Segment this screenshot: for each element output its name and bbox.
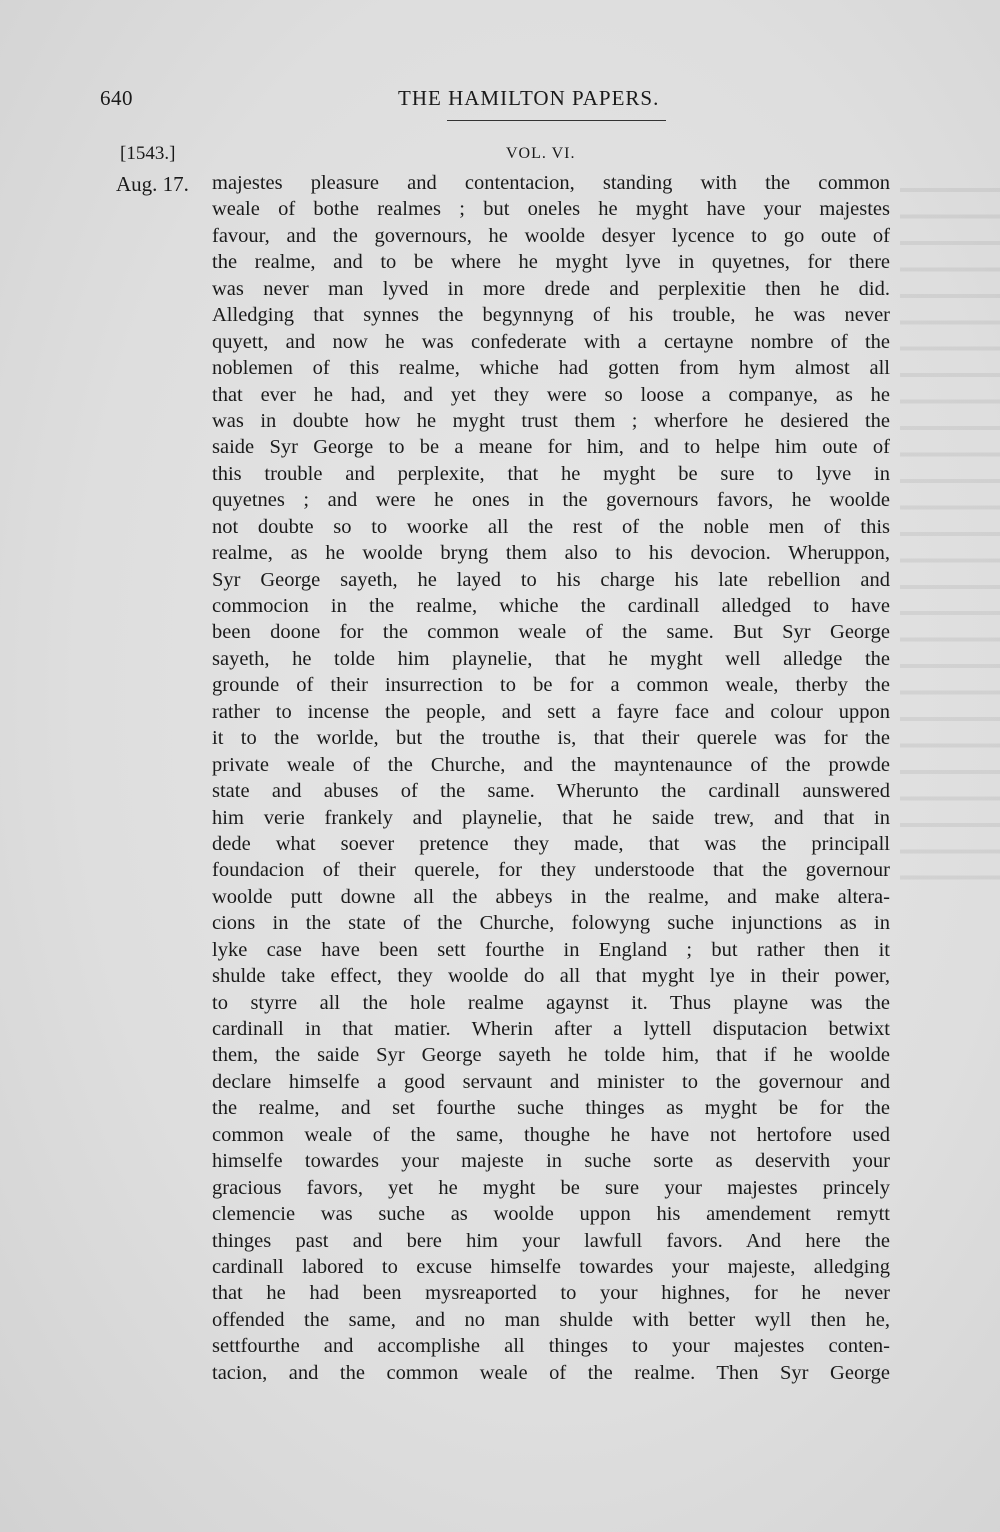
text-line: quyett, and now he was confederate with a certayne nombre of the xyxy=(212,330,890,353)
text-line: quyetnes ; and were he ones in the governours favors, he woolde xyxy=(212,489,890,512)
margin-date: Aug. 17. xyxy=(116,172,189,196)
text-line: dede what soever pretence they made, that was the principall xyxy=(212,832,890,855)
head-rule xyxy=(447,120,666,121)
text-line: him verie frankely and playnelie, that he saide trew, and that in xyxy=(212,806,890,829)
text-line: the realme, and set fourthe suche thinges as myght be for the xyxy=(212,1097,890,1120)
body-text xyxy=(212,170,890,1386)
text-line: woolde putt downe all the abbeys in the realme, and make altera- xyxy=(212,885,890,908)
text-line: noblemen of this realme, whiche had gotten from hym almost all xyxy=(212,357,890,380)
text-line: lyke case have been sett fourthe in England ; but rather then it xyxy=(212,938,890,961)
text-line: shulde take effect, they woolde do all that myght lye in their power, xyxy=(212,965,890,988)
text-line: cardinall in that matier. Wherin after a lyttell disputacion betwixt xyxy=(212,1018,890,1040)
text-line: that ever he had, and yet they were so loose a companye, as he xyxy=(212,383,890,406)
text-line: cardinall labored to excuse himselfe towardes your majeste, alledging xyxy=(212,1255,890,1278)
text-line: Syr George sayeth, he layed to his charge his late rebellion and xyxy=(212,568,890,591)
show-through-text xyxy=(900,170,1000,890)
text-line: commocion in the realme, whiche the cardinall alledged to have xyxy=(212,595,890,617)
year-marker: [1543.] xyxy=(120,143,176,164)
text-line: settfourthe and accomplishe all thinges to your majestes conten- xyxy=(212,1335,890,1358)
text-line: tacion, and the common weale of the realme. Then Syr George xyxy=(212,1361,890,1384)
text-line: foundacion of their querele, for they understoode that the governour xyxy=(212,859,890,882)
text-line: was never man lyved in more drede and perplexitie then he did. xyxy=(212,277,890,300)
text-line: it to the worlde, but the trouthe is, that their querele was for the xyxy=(212,727,890,750)
text-line: private weale of the Churche, and the mayntenaunce of the prowde xyxy=(212,753,890,776)
text-line: offended the same, and no man shulde with better wyll then he, xyxy=(212,1308,890,1331)
text-line: favour, and the governours, he woolde desyer lycence to go oute of xyxy=(212,224,890,247)
text-line: sayeth, he tolde him playnelie, that he myght well alledge the xyxy=(212,647,890,670)
text-line: thinges past and bere him your lawfull favors. And here the xyxy=(212,1229,890,1252)
text-line: himselfe towardes your majeste in suche sorte as deservith your xyxy=(212,1150,890,1173)
text-line: gracious favors, yet he myght be sure your majestes princely xyxy=(212,1176,890,1199)
volume-label: VOL. VI. xyxy=(506,145,576,162)
running-head: THE HAMILTON PAPERS. xyxy=(398,86,660,110)
text-line: rather to incense the people, and sett a fayre face and colour uppon xyxy=(212,700,890,723)
text-line: grounde of their insurrection to be for a common weale, therby the xyxy=(212,674,890,697)
text-line: was in doubte how he myght trust them ; wherfore he desiered the xyxy=(212,409,890,432)
text-line: common weale of the same, thoughe he have not hertofore used xyxy=(212,1123,890,1146)
text-line: not doubte so to woorke all the rest of the noble men of this xyxy=(212,515,890,538)
text-line: declare himselfe a good servaunt and minister to the governour and xyxy=(212,1070,890,1093)
text-line: that he had been mysreaported to your highnes, for he never xyxy=(212,1282,890,1305)
text-line: to styrre all the hole realme agaynst it. Thus playne was the xyxy=(212,991,890,1014)
text-line: cions in the state of the Churche, folowyng suche injunctions as in xyxy=(212,912,890,935)
text-line: clemencie was suche as woolde uppon his amendement remytt xyxy=(212,1203,890,1226)
text-line: been doone for the common weale of the same. But Syr George xyxy=(212,621,890,644)
text-line: them, the saide Syr George sayeth he tolde him, that if he woolde xyxy=(212,1044,890,1067)
text-line: state and abuses of the same. Wherunto the cardinall aunswered xyxy=(212,780,890,803)
text-line: saide Syr George to be a meane for him, and to helpe him oute of xyxy=(212,436,890,459)
page-number: 640 xyxy=(100,86,133,110)
text-line: this trouble and perplexite, that he myght be sure to lyve in xyxy=(212,462,890,485)
text-line: Alledging that synnes the begynnyng of his trouble, he was never xyxy=(212,304,890,327)
text-line: majestes pleasure and contentacion, standing with the common xyxy=(212,172,890,194)
text-line: weale of bothe realmes ; but oneles he myght have your majestes xyxy=(212,198,890,221)
text-line: the realme, and to be where he myght lyve in quyetnes, for there xyxy=(212,251,890,274)
text-line: realme, as he woolde bryng them also to his devocion. Wheruppon, xyxy=(212,542,890,565)
